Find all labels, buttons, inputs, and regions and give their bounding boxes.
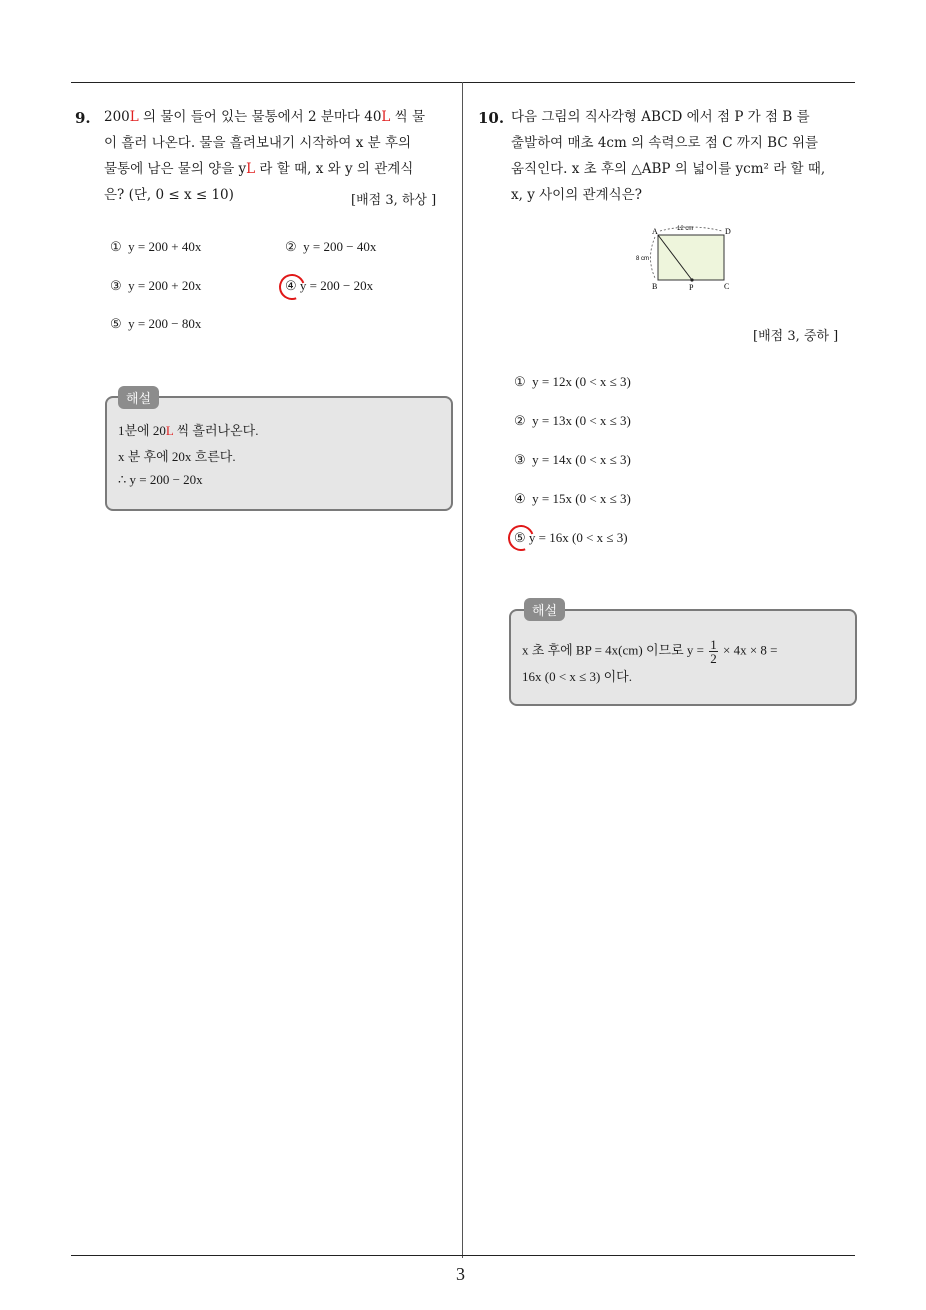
- question-number: 9.: [75, 109, 91, 127]
- point-p: [690, 278, 693, 281]
- text: 씩 물: [390, 109, 426, 125]
- question-line-2: 이 흘러 나온다. 물을 흘려보내기 시작하여 x 분 후의: [104, 135, 412, 151]
- option-text: y = 200 + 40x: [128, 239, 202, 254]
- label-d: D: [725, 227, 731, 236]
- text: × 4x × 8 =: [722, 642, 778, 658]
- explanation-line-1: [118, 420, 258, 439]
- question-line-3: [104, 157, 413, 182]
- unit-liter: L: [381, 109, 391, 125]
- fraction-denominator: 2: [710, 651, 717, 666]
- selected-answer-circle: [504, 521, 539, 556]
- unit-liter: L: [129, 109, 139, 125]
- option-text: y = 16x (0 < x ≤ 3): [528, 530, 628, 545]
- left-dimension: [651, 237, 656, 278]
- fraction-numerator: 1: [710, 637, 717, 652]
- option-mark: ⑤: [514, 530, 526, 545]
- option-1[interactable]: [110, 239, 201, 255]
- option-2[interactable]: [285, 239, 376, 255]
- text: 라 할 때, x 와 y 의 관계식: [255, 161, 414, 177]
- option-2[interactable]: [514, 413, 631, 429]
- unit-liter: L: [165, 423, 174, 438]
- explanation-line-3: ∴ y = 200 − 20x: [118, 472, 203, 487]
- option-3[interactable]: [514, 452, 631, 468]
- option-mark: ③: [110, 278, 122, 293]
- explanation-tag: 해설: [118, 386, 159, 409]
- label-width: 12 cm: [677, 226, 694, 232]
- bottom-rule: [71, 1255, 855, 1256]
- explanation-tag: 해설: [524, 598, 565, 621]
- option-text: y = 14x (0 < x ≤ 3): [532, 452, 631, 467]
- unit-liter: L: [246, 161, 256, 177]
- text: 1분에 20: [118, 423, 166, 438]
- top-rule: [71, 82, 855, 83]
- page-number: 3: [456, 1264, 465, 1284]
- explanation-line-1: [522, 638, 777, 665]
- option-text: y = 15x (0 < x ≤ 3): [532, 491, 631, 506]
- option-1[interactable]: [514, 374, 631, 390]
- selected-answer-circle: [275, 270, 310, 305]
- label-b: B: [652, 282, 658, 291]
- option-text: y = 13x (0 < x ≤ 3): [532, 413, 631, 428]
- option-mark: ③: [514, 452, 526, 467]
- score-meta: [배점 3, 중하 ]: [753, 329, 839, 344]
- text: x 초 후에 BP = 4x(cm) 이므로 y =: [522, 642, 704, 658]
- option-text: y = 12x (0 < x ≤ 3): [532, 374, 631, 389]
- label-height: 8 cm: [636, 256, 650, 262]
- question-line-4: 은? (단, 0 ≤ x ≤ 10): [104, 187, 234, 203]
- explanation-line-2: x 분 후에 20x 흐른다.: [118, 449, 236, 464]
- label-p: P: [689, 283, 694, 292]
- option-mark: ②: [285, 239, 297, 254]
- option-mark: ④: [514, 491, 526, 506]
- question-line-2: 출발하여 매초 4cm 의 속력으로 점 C 까지 BC 위를: [511, 135, 819, 151]
- question-line-1: 다음 그림의 직사각형 ABCD 에서 점 P 가 점 B 를: [511, 109, 810, 125]
- option-text: y = 200 − 40x: [303, 239, 377, 254]
- explanation-line-2: 16x (0 < x ≤ 3) 이다.: [522, 669, 632, 684]
- text: 200: [104, 109, 130, 125]
- label-c: C: [724, 282, 730, 291]
- fraction: [709, 638, 718, 665]
- option-text: y = 200 + 20x: [128, 278, 202, 293]
- column-divider: [462, 82, 463, 1258]
- option-mark: ①: [110, 239, 122, 254]
- option-4[interactable]: [514, 491, 631, 507]
- rectangle-figure: [630, 224, 740, 294]
- text: 물통에 남은 물의 양을 y: [104, 161, 247, 177]
- label-a: A: [652, 227, 658, 236]
- text: 씩 흘러나온다.: [173, 423, 259, 438]
- score-meta: [배점 3, 하상 ]: [351, 193, 437, 208]
- option-mark: ⑤: [110, 316, 122, 331]
- option-5[interactable]: [110, 316, 201, 332]
- option-text: y = 200 − 20x: [299, 278, 374, 293]
- option-text: y = 200 − 80x: [128, 316, 202, 331]
- option-mark: ②: [514, 413, 526, 428]
- option-mark: ④: [285, 278, 297, 293]
- question-line-1: [104, 105, 425, 130]
- option-3[interactable]: [110, 278, 201, 294]
- question-line-3: 움직인다. x 초 후의 △ABP 의 넓이를 ycm² 라 할 때,: [511, 161, 826, 177]
- option-mark: ①: [514, 374, 526, 389]
- rectangle-abcd: [658, 235, 724, 280]
- text: 의 물이 들어 있는 물통에서 2 분마다 40: [138, 109, 382, 125]
- question-number: 10.: [478, 109, 505, 127]
- question-line-4: x, y 사이의 관계식은?: [511, 187, 642, 203]
